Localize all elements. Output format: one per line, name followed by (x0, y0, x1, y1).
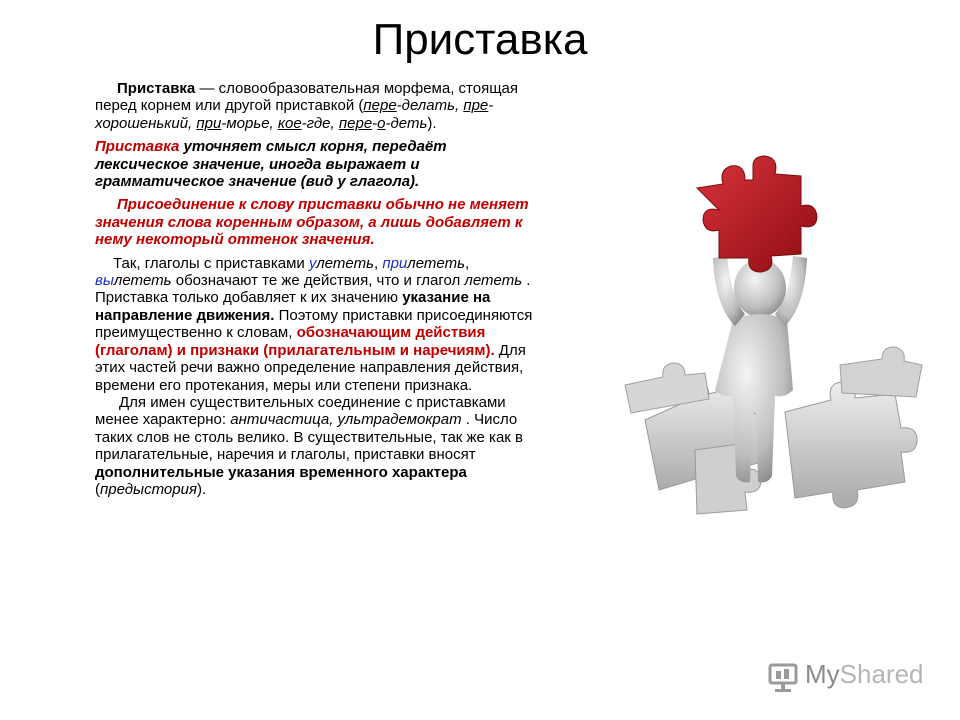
bold-phrase: дополнительные указания временного характера (95, 463, 467, 481)
definition-close: ). (427, 114, 437, 132)
myshared-logo (768, 655, 928, 695)
verb-example (309, 255, 374, 272)
verb-prefix: вы (95, 272, 114, 290)
verb-example: лететь (464, 272, 523, 290)
text-run: ( (95, 480, 100, 498)
text-run: Для этих частей речи важно определение направления действия, времени его протекания, меры или степени признака. (95, 341, 526, 394)
example-rest: -деть (385, 114, 428, 132)
text-run: , (464, 254, 470, 272)
verb-prefix: у (308, 254, 317, 272)
verb-root: лететь (407, 254, 465, 272)
paragraph-nouns (95, 394, 535, 498)
projector-icon (768, 661, 798, 693)
red-puzzle-piece (697, 156, 817, 272)
body-text (95, 80, 535, 498)
example-rest: -морье, (221, 114, 278, 132)
text-run: ). (196, 480, 207, 498)
puzzle-figure-illustration (585, 150, 935, 520)
text-run: . Приставка только добавляет к их значению (95, 272, 531, 307)
logo-part-shared: Shared (839, 659, 924, 689)
paragraph-verbs (95, 255, 535, 394)
noun-example: предыстория (100, 480, 197, 498)
function-text: уточняет смысл корня, передаёт лексическое значение, иногда выражает и грамматическое значение (вид у глагола). (95, 138, 447, 191)
verb-example (95, 272, 172, 289)
term-prefix: Приставка (117, 80, 196, 97)
example-rest: -хорошенький, (95, 97, 494, 132)
example-prefix: кое (277, 114, 302, 132)
definition-text: — словообразовательная морфема, стоящая перед корнем или другой приставкой ( (95, 80, 519, 115)
example-prefix: пере (338, 114, 373, 132)
verb-root: лететь (316, 254, 374, 272)
example-rest: - (372, 114, 378, 132)
verb-example (382, 255, 465, 272)
example-prefix: о (377, 114, 386, 132)
text-run: . Число таких слов не столь велико. В существительные, так же как в прилагательные, наречия и глаголы, приставки вносят (95, 411, 523, 464)
logo-text (805, 659, 924, 690)
logo-part-my: My (805, 659, 840, 689)
noun-examples: античастица, ультрадемократ (230, 411, 462, 429)
example-rest: -где, (301, 114, 339, 132)
slide-title: Приставка (372, 15, 588, 64)
paragraph-meaning: Присоединение к слову приставки обычно не меняет значения слова коренным образом, а лишь добавляет к нему некоторый оттенок значения. (95, 196, 529, 249)
example-prefix: пере (363, 97, 397, 115)
example-prefix: пре (463, 97, 489, 115)
bold-phrase: указание на направление движения. (95, 289, 491, 324)
text-run: обозначают те же действия, что и глагол (171, 272, 465, 290)
example-rest: -делать, (396, 97, 464, 115)
paragraph-definition (95, 80, 535, 132)
bold-red-phrase: обозначающим действия (глаголам) и признаки (прилагательным и наречиям). (95, 324, 495, 359)
verb-prefix: при (382, 254, 408, 272)
text-run: Так, глаголы с приставками (113, 254, 309, 272)
example-prefix: при (196, 114, 222, 132)
text-run: Для имен существительных соединение с приставками менее характерно: (95, 393, 506, 429)
paragraph-function (95, 138, 535, 190)
text-run: , (373, 254, 383, 272)
highlight-word: Приставка (95, 138, 180, 156)
verb-root: лететь (113, 272, 172, 290)
text-run: Поэтому приставки присоединяются преимущественно к словам, (95, 306, 533, 342)
